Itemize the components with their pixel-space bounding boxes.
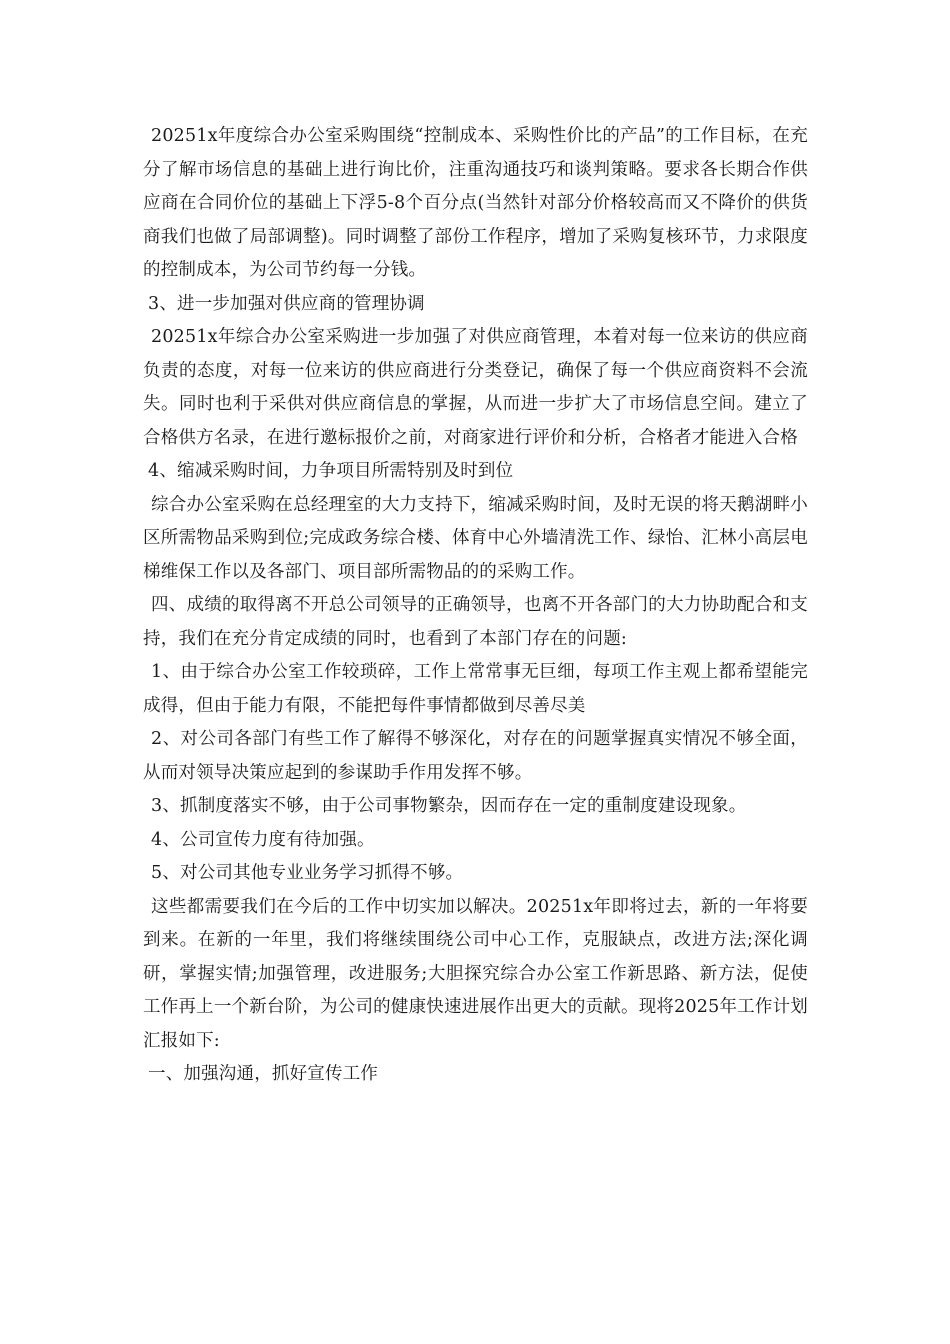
paragraph-achievements: 四、成绩的取得离不开总公司领导的正确领导，也离不开各部门的大力协助配合和支持，我们在充分肯定成绩的同时，也看到了本部门存在的问题: (143, 595, 808, 649)
problem-item-1: 1、由于综合办公室工作较琐碎，工作上常常事无巨细，每项工作主观上都希望能完成得，但由于能力有限，不能把每件事情都做到尽善尽美 (143, 662, 808, 716)
paragraph-supplier-management: 20251x年综合办公室采购进一步加强了对供应商管理，本着对每一位来访的供应商负责的态度，对每一位来访的供应商进行分类登记，确保了每一个供应商资料不会流失。同时也利于采供对供应商信息的掌握，从而进一步扩大了市场信息空间。建立了合格供方名录，在进行邀标报价之前，对商家进行评价和分析，合格者才能进入合格 (143, 327, 808, 448)
problem-item-2: 2、对公司各部门有些工作了解得不够深化，对存在的问题掌握真实情况不够全面，从而对领导决策应起到的参谋助手作用发挥不够。 (143, 729, 808, 783)
heading-supplier-management: 3、进一步加强对供应商的管理协调 (148, 293, 425, 314)
problem-item-4: 4、公司宣传力度有待加强。 (151, 829, 375, 850)
heading-communication-publicity: 一、加强沟通，抓好宣传工作 (148, 1064, 379, 1084)
problem-item-5: 5、对公司其他专业业务学习抓得不够。 (151, 863, 464, 883)
paragraph-cost-control: 20251x年度综合办公室采购围绕“控制成本、采购性价比的产品”的工作目标，在充分了解市场信息的基础上进行询比价，注重沟通技巧和谈判策略。要求各长期合作供应商在合同价位的基础上下浮5-8个百分点(当然针对部分价格较高而又不降价的供货商我们也做了局部调整)。同时调整了部份工作程序，增加了采购复核环节，力求限度的控制成本，为公司节约每一分钱。 (143, 126, 808, 280)
paragraph-reduce-purchase-time: 综合办公室采购在总经理室的大力支持下，缩减采购时间，及时无误的将天鹅湖畔小区所需物品采购到位;完成政务综合楼、体育中心外墙清洗工作、绿怡、汇林小高层电梯维保工作以及各部门、项目部所需物品的的采购工作。 (143, 494, 808, 582)
heading-reduce-purchase-time: 4、缩减采购时间，力争项目所需特别及时到位 (148, 461, 514, 481)
document-body (143, 120, 808, 1092)
problem-item-3: 3、抓制度落实不够，由于公司事物繁杂，因而存在一定的重制度建设现象。 (151, 796, 747, 816)
paragraph-conclusion-plan: 这些都需要我们在今后的工作中切实加以解决。20251x年即将过去，新的一年将要到来。在新的一年里，我们将继续围绕公司中心工作，克服缺点，改进方法;深化调研，掌握实情;加强管理，改进服务;大胆探究综合办公室工作新思路、新方法，促使工作再上一个新台阶，为公司的健康快速进展作出更大的贡献。现将2025年工作计划汇报如下: (143, 896, 808, 1051)
